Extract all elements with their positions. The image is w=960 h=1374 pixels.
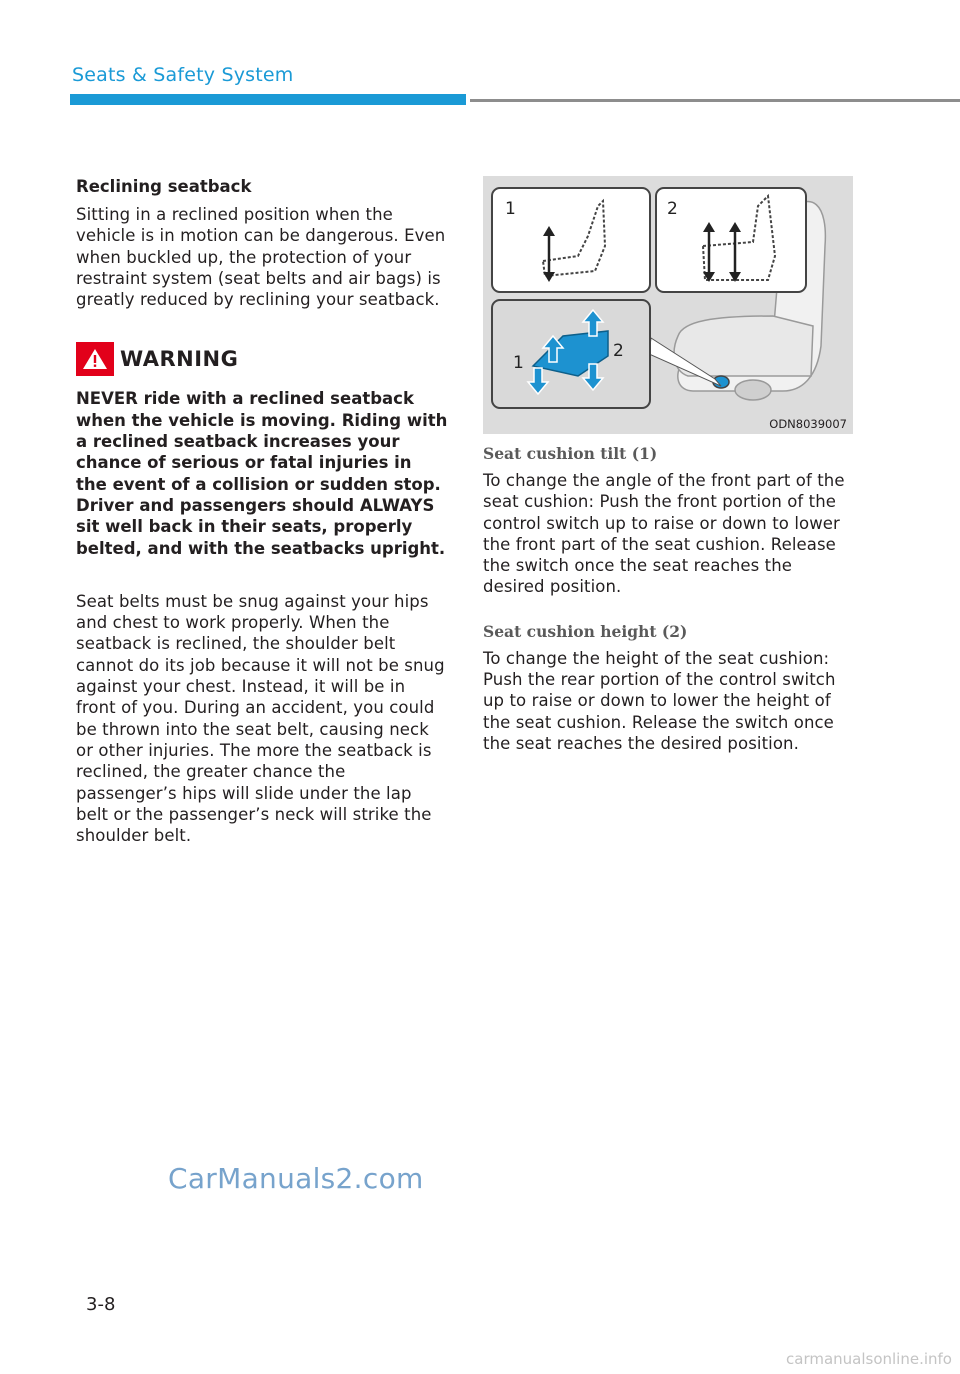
switch-label-1: 1 xyxy=(513,353,524,373)
inset-2-number: 2 xyxy=(667,199,678,219)
warning-header xyxy=(76,342,448,376)
seat-illustration xyxy=(483,176,853,434)
reclining-intro-text: Sitting in a reclined position when the vehicle is in motion can be dangerous. Even when buckled up, the protection of your restraint system (seat belts and air bags) is greatly reduced by reclining your seatback. xyxy=(76,205,446,310)
figure-code: ODN8039007 xyxy=(769,417,847,431)
page-number: 3-8 xyxy=(86,1294,116,1315)
inset-2-box xyxy=(656,188,806,292)
inset-1-number: 1 xyxy=(505,199,516,219)
left-column xyxy=(76,176,448,846)
site-watermark: carmanualsonline.info xyxy=(786,1350,952,1368)
warning-triangle-icon xyxy=(76,342,114,376)
height-text: To change the height of the seat cushion: Push the rear portion of the control switch up to raise or down to lower the height of the seat cushion. Release the switch once the seat reaches the desired position. xyxy=(483,648,836,753)
height-heading: Seat cushion height (2) xyxy=(483,621,688,641)
tilt-heading: Seat cushion tilt (1) xyxy=(483,444,658,463)
tilt-text: To change the angle of the front part of the seat cushion: Push the front portion of the control switch up to raise or down to lower the front part of the seat cushion. Release the switch once the seat reaches the desired position. xyxy=(483,471,845,597)
warning-label: WARNING xyxy=(120,347,239,372)
warning-text: NEVER ride with a reclined seatback when the vehicle is moving. Riding with a reclined seatback increases your chance of serious or fatal injuries in the event of a collision or sudden stop. Driver and passengers should ALWAYS sit well back in their seats, properly belted, and with the seatbacks upright. xyxy=(76,389,448,558)
header-accent-bar xyxy=(70,94,466,105)
right-column xyxy=(483,176,855,754)
switch-label-2: 2 xyxy=(613,341,624,361)
watermark-text: CarManuals2.com xyxy=(168,1162,424,1195)
reclining-seatback-heading: Reclining seatback xyxy=(76,177,252,196)
seat-adjustment-figure xyxy=(483,176,853,434)
header-rule xyxy=(470,99,960,102)
seat-belt-text: Seat belts must be snug against your hips and chest to work properly. When the seatback is reclined, the shoulder belt cannot do its job because it will not be snug against your chest. Instead, it will be in front of you. During an accident, you could be thrown into the seat belt, causing neck or other injuries. The more the seatback is reclined, the greater chance the passenger’s hips will slide under the lap belt or the passenger’s neck will strike the shoulder belt. xyxy=(76,591,445,846)
section-title: Seats & Safety System xyxy=(72,64,294,86)
